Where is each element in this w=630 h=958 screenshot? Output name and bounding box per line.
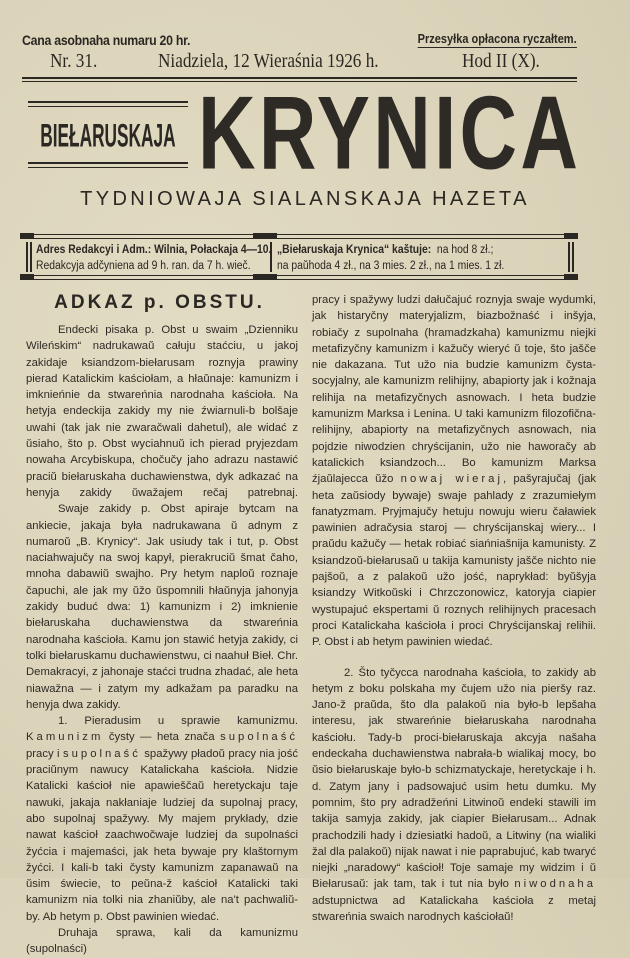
- text-run: , pašyrajučaj (jak heta zaŭsiody bywaje) swaje pahlady z zrazumiełym fanatyzmam. Pryjmajučy hetuju nowuju wieru čaławiek pawinien adračysia staroj — chryścijanskaj wiery... I praŭdu kažučy — hetak robiać siańniašnija kamunisty. Z ksiandzoŭ-biełarusaŭ u takija kamunisty jašče nichto nie pajšoŭ, a z palakoŭ užo jość, naprykład: byŭšyja ksiandzy Witkoŭski i Chrzczonowicz, katoryja ciapier wystupajuć ekspertami ŭ roznych relihijnych pracesach proci Katalickaha kaścioła i proci Chryścijanskaj relihii. P. Obst i ab hetym pawinien wiedać.: [312, 473, 596, 649]
- text-run: adstupnictwa ad Katalickaha kaścioła z metaj stwareńnia swaich narodnych kaściołaŭ!: [312, 894, 596, 923]
- spaced-emphasis: supolnaść: [220, 731, 298, 744]
- issue-line: [22, 50, 577, 76]
- text-run: 2. Što tyčycca narodnaha kaścioła, to zakidy ab hetym z boku polskaha my čujem užo nia pieršy raz. Jano-ž praŭda, što dla palakoŭ nia było-b lepšaha interesu, jak stwareńnie biełaruskaha narodnaha kaściołu. Tady-b proci-biełaruskaja akcyja našaha endeckaha duchawienstwa nabrała-b wialikaj mocy, bo ŭsio biełaruskaje było-b schizmatyckaje, heretyckaje i h. d. Zatym jany i padsowajuć usim hetu dumku. My pomnim, što pry adradžeńni Litwinoŭ endeki stawili im takija samyja zakidy, jak ciapier Biełarusam... Adnak prachodzili hady i dziesiatki hadoŭ, a Litwiny (na wialiki žal dla palakoŭ) nijak nawat i nie paprabujuć, kab twaryć niejki „naradowy“ kaścioł! Toje samaje my widzim i ŭ Biełarusaŭ: jak tam, tak i tut nia było: [312, 666, 596, 891]
- price-year: na hod 8 zł.;: [436, 244, 494, 256]
- issue-number: Nr. 31.: [50, 50, 98, 72]
- paragraph: [312, 665, 596, 926]
- ornament-square: [253, 233, 277, 238]
- paragraph: [26, 713, 298, 925]
- issue-date: Niadziela, 12 Wieraśnia 1926 h.: [158, 50, 379, 72]
- masthead-prefix-block: [28, 98, 188, 173]
- spaced-emphasis: supolnaść: [62, 747, 141, 760]
- ornament-square: [253, 274, 277, 279]
- postage-note: Przesyłka opłacona ryczałtem.: [418, 32, 577, 46]
- issue-year: Hod II (X).: [462, 50, 540, 72]
- spaced-emphasis: nowaj wieraj: [400, 473, 503, 486]
- paragraph: [312, 292, 596, 651]
- masthead-rule-bottom: [28, 162, 188, 168]
- text-run: 1. Pieradusim u sprawie kamunizmu.: [58, 715, 298, 728]
- price-rest: na paŭhoda 4 zł., na 3 mies. 2 zł., na 1 mies. 1 zł.: [277, 260, 505, 272]
- article-headline: ADKAZ p. OBSTU.: [54, 292, 265, 313]
- office-hours: Redakcyja adčyniena ad 9 h. ran. da 7 h. wieč.: [36, 260, 251, 272]
- top-line: [22, 32, 577, 52]
- info-box-border: [26, 242, 28, 272]
- text-run: čysty — heta znača: [103, 731, 221, 744]
- paragraph: Endecki pisaka p. Obst u swaim „Dzienniku Wileńskim“ nadrukawaŭ całuju staćciu, u jakoj zakidaje ksiandzom-biełarusam roznyja prawiny pierad Katalickim kaściołam, a hłaŭnaje: kamunizm i imknieńnie da stwareńnia narodnaha kaścioła. Na hetyja endeckija zakidy my nie źwiarnuli-b bolšaje uwahi (tak jak nie zwaračwali dahetul), ale widać z ŭsiaho, što p. Obst wyciahnuŭ ich pierad pryjezdam nowaha Arcybiskupa, chočučy jaho adrazu nastawić praciŭ biełaruskaha duchawienstwa, dyk adkazać na henyja zakidy ŭwažajem rečaj patrebnaj.: [26, 324, 298, 499]
- info-box: [20, 232, 578, 280]
- article-column-1: [26, 322, 298, 958]
- info-box-rule-bottom: [20, 275, 578, 280]
- masthead-rule-top: [28, 101, 188, 107]
- spaced-emphasis: niwodnaha: [514, 878, 596, 891]
- text-run: pracy i spažywy ludzi dałučajuć roznyja swaje wydumki, jak histaryčny materyjalizm, biazbožnaść i inšyja, robiačy z supolnaha (hramadzkaha) kamunizmu niejki metafizyčny kamunizm i kažučy wieryć ŭ toje, što jašče nie dakazana. Tut užo nia budzie kamunizm čysta-socyjalny, ale kamunizm relihijny, abapiorty jak i kožnaja relihija na metafizyčnych asnowach. I heta budzie kamunizm Marksa i Lenina. U taki kamunizm filozofična-relihijny, abapiorty na metafizyčnych asnowach, nia pojdzie niwodzien chryścijanin, užo nie haworačy ab katalickich ksiandzoch... Bo kamunizm Marksa źjaŭlajecca ŭžo: [312, 294, 596, 486]
- paragraph: Swaje zakidy p. Obst apiraje bytcam na ankiecie, jakaja była nadrukawana ŭ adnym z numaroŭ „B. Krynicy“. Jak usiudy tak i tut, p. Obst naciahwajučy na swoj kapył, pierakruciŭ šmat čaho, mnoha dabawiŭ swajho. Pry hetym naploŭ roznaje čapuchi, ale jak my ŭžo ŭspomnili hłaŭnyja jahonyja zakidy buduć dwa: 1) kamunizm i 2) imknienie biełaruskaha duchawienstwa da stwareńnia narodnaha kaścioła. Kamu jon stawić hetyja zakidy, ci tolki biełaruskamu duchawienstwu, ci naahuł Bieł. Chr. Demakracyi, z jahonaje staćci trudna zhadać, ale heta niawažna — i zatym my adkažam pa paradku na henyja dwa zakidy.: [26, 503, 298, 711]
- text-run: spažywy pładoŭ pracy nia jość praciŭnym nawucy Katalickaha kaścioła. Nidzie Katalicki kaścioł nie apawieščaŭ heretyckaju taje nawuki, jakaja nakłaniaje ludziej da supolnaj pracy, abo supolnaj spažywy. My majem prykłady, dzie nawat kaścioł zaachwočwaje ludziej da supolnaści žyćcia i majemaści, jak heta bywaje pry klaštornym žyćci. I kali-b taki čysty kamunizm zapanawaŭ na ŭsim świecie, to peŭna-ž kaścioł Katalicki taki kamunizm nia tolki nia zhaniŭby, ale na't pachwaliŭ-by. Ab hetym p. Obst pawinien wiedać.: [26, 747, 298, 923]
- info-box-border: [30, 242, 32, 272]
- price-label: „Biełaruskaja Krynica“ kaštuje:: [277, 244, 432, 256]
- info-box-border: [568, 242, 570, 272]
- text-run: pracy i: [26, 747, 63, 760]
- info-box-rule-top: [20, 234, 578, 239]
- price-note: Cana asobnaha numaru 20 hr.: [22, 32, 191, 48]
- spaced-emphasis: Kamunizm: [26, 731, 104, 744]
- article-column-2: [312, 292, 596, 925]
- address-label: Adres Redakcyi i Adm.: Wilnia, Połackaja 4—10.: [36, 244, 272, 256]
- editorial-address: [36, 242, 298, 274]
- ornament-square: [20, 274, 34, 279]
- ornament-square: [20, 233, 34, 238]
- paragraph: Druhaja sprawa, kali da kamunizmu (supolnaści): [26, 926, 298, 956]
- masthead-subtitle: TYDNIOWAJA SIALANSKAJA HAZETA: [80, 188, 530, 210]
- info-box-border: [572, 242, 574, 272]
- ornament-square: [564, 274, 578, 279]
- ornament-square: [564, 233, 578, 238]
- masthead-title: KRYNICA: [198, 75, 582, 192]
- subscription-prices: [277, 242, 530, 274]
- masthead-prefix: BIEŁARUSKAJA: [40, 118, 176, 155]
